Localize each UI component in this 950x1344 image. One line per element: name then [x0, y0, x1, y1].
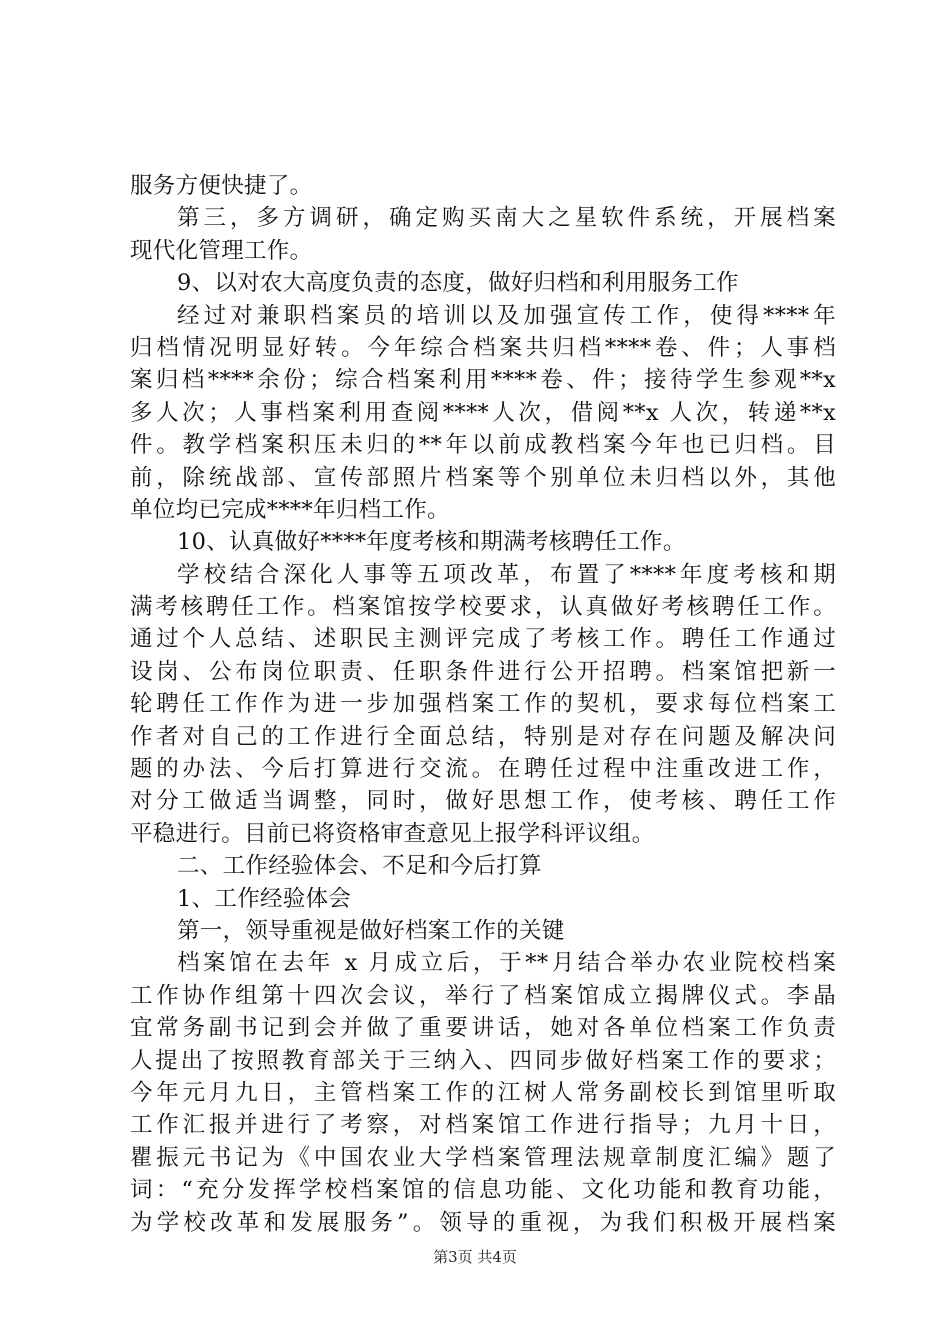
text-line: 通过个人总结、述职民主测评完成了考核工作。聘任工作通过: [130, 626, 836, 653]
text-line: 瞿振元书记为《中国农业大学档案管理法规章制度汇编》题了: [130, 1144, 836, 1171]
text-line: 词：“充分发挥学校档案馆的信息功能、文化功能和教育功能，: [130, 1177, 836, 1204]
text-line: 归档情况明显好转。今年综合档案共归档****卷、件；人事档: [130, 334, 836, 361]
text-line: 件。教学档案积压未归的**年以前成教档案今年也已归档。目: [130, 432, 836, 459]
text-line: 现代化管理工作。: [130, 237, 313, 264]
text-line: 人提出了按照教育部关于三纳入、四同步做好档案工作的要求；: [130, 1047, 836, 1074]
text-line: 题的办法、今后打算进行交流。在聘任过程中注重改进工作，: [130, 756, 836, 783]
text-line: 工作汇报并进行了考察，对档案馆工作进行指导；九月十日，: [130, 1112, 836, 1139]
page-footer: [0, 1246, 950, 1267]
text-line: 对分工做适当调整，同时，做好思想工作，使考核、聘任工作: [130, 788, 836, 815]
page-number: 第3页 共4页: [433, 1248, 517, 1266]
section-heading: 9、以对农大高度负责的态度，做好归档和利用服务工作: [177, 270, 739, 297]
text-line: 服务方便快捷了。: [130, 173, 313, 199]
text-line: 单位均已完成****年归档工作。: [130, 496, 450, 523]
text-line: 为学校改革和发展服务”。领导的重视，为我们积极开展档案: [130, 1209, 836, 1236]
section-heading: 1、工作经验体会: [177, 885, 352, 912]
section-heading: 第一，领导重视是做好档案工作的关键: [177, 917, 565, 944]
section-heading: 10、认真做好****年度考核和期满考核聘任工作。: [177, 529, 686, 556]
text-line: 轮聘任工作作为进一步加强档案工作的契机，要求每位档案工: [130, 691, 836, 718]
text-line: 满考核聘任工作。档案馆按学校要求，认真做好考核聘任工作。: [130, 594, 836, 621]
text-line: 第三，多方调研，确定购买南大之星软件系统，开展档案: [177, 205, 836, 232]
text-line: 前，除统战部、宣传部照片档案等个别单位未归档以外，其他: [130, 464, 836, 491]
text-line: 学校结合深化人事等五项改革，布置了****年度考核和期: [177, 561, 836, 588]
text-line: 多人次；人事档案利用查阅****人次，借阅**x 人次，转递**x: [130, 399, 836, 426]
text-line: 档案馆在去年 x 月成立后，于**月结合举办农业院校档案: [177, 950, 836, 977]
text-line: 平稳进行。目前已将资格审查意见上报学科评议组。: [130, 820, 655, 847]
text-line: 作者对自己的工作进行全面总结，特别是对存在问题及解决问: [130, 723, 836, 750]
text-line: 工作协作组第十四次会议，举行了档案馆成立揭牌仪式。李晶: [130, 982, 836, 1009]
section-heading: 二、工作经验体会、不足和今后打算: [177, 853, 542, 880]
text-line: 经过对兼职档案员的培训以及加强宣传工作，使得****年: [177, 302, 836, 329]
document-body: [130, 170, 836, 1239]
text-line: 今年元月九日，主管档案工作的江树人常务副校长到馆里听取: [130, 1079, 836, 1106]
text-line: 案归档****余份；综合档案利用****卷、件；接待学生参观**x: [130, 367, 836, 394]
text-line: 设岗、公布岗位职责、任职条件进行公开招聘。档案馆把新一: [130, 658, 836, 685]
text-line: 宜常务副书记到会并做了重要讲话，她对各单位档案工作负责: [130, 1015, 836, 1042]
